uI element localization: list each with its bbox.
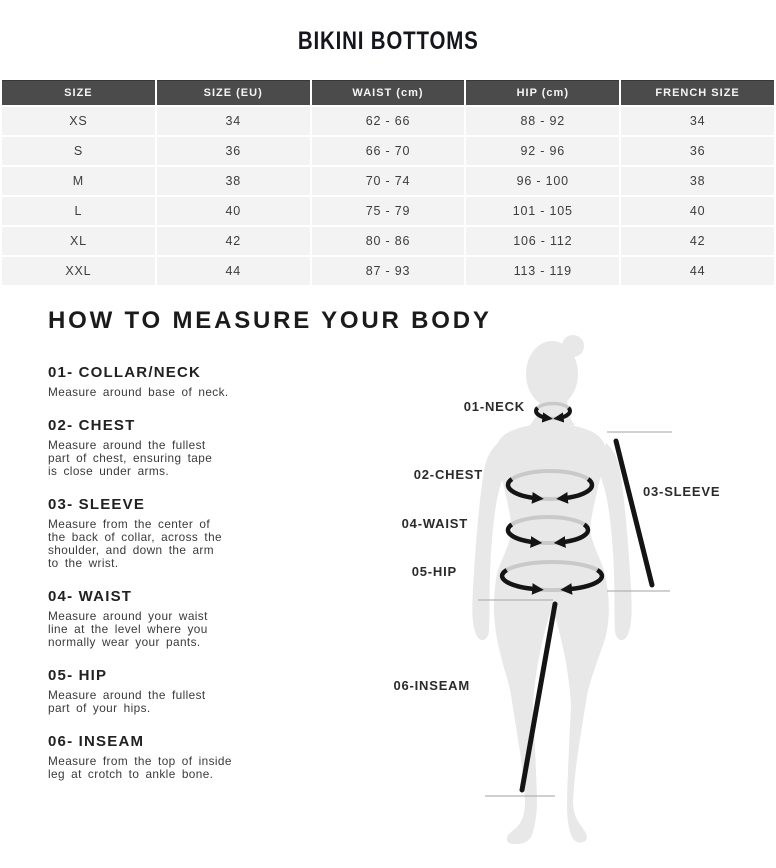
cell-hip: 96 - 100: [466, 167, 619, 195]
cell-size: XL: [2, 227, 155, 255]
step-waist: [48, 588, 293, 649]
cell-french-size: 34: [621, 107, 774, 135]
table-row-xl: [2, 227, 774, 255]
step-description: Measure from the center of the back of collar, across the shoulder, and down the arm to the wrist.: [48, 517, 223, 570]
table-row-m: [2, 167, 774, 195]
cell-french-size: 38: [621, 167, 774, 195]
step-description: Measure around the fullest part of chest, ensuring tape is close under arms.: [48, 438, 213, 478]
cell-size: S: [2, 137, 155, 165]
step-description: Measure around your waist line at the level where you normally wear your pants.: [48, 609, 208, 649]
cell-size-eu: 34: [157, 107, 310, 135]
cell-french-size: 40: [621, 197, 774, 225]
cell-waist: 70 - 74: [312, 167, 465, 195]
cell-size-eu: 44: [157, 257, 310, 285]
cell-size-eu: 38: [157, 167, 310, 195]
cell-size: XS: [2, 107, 155, 135]
body-measurement-diagram: [385, 333, 776, 863]
table-row-xs: [2, 107, 774, 135]
size-table-header: [2, 80, 774, 105]
cell-waist: 87 - 93: [312, 257, 465, 285]
step-description: Measure around base of neck.: [48, 385, 229, 399]
col-header-size-eu: SIZE (EU): [157, 80, 310, 105]
cell-waist: 62 - 66: [312, 107, 465, 135]
cell-size: L: [2, 197, 155, 225]
cell-hip: 113 - 119: [466, 257, 619, 285]
cell-size-eu: 40: [157, 197, 310, 225]
step-label: 06- INSEAM: [48, 733, 145, 750]
body-silhouette-illustration: [385, 333, 776, 863]
table-header-row: [2, 80, 774, 105]
col-header-waist: WAIST (cm): [312, 80, 465, 105]
page-title: [0, 20, 776, 57]
diagram-label-hip: 05-HIP: [411, 564, 457, 579]
measure-steps: [48, 364, 293, 799]
measure-guide-heading: HOW TO MEASURE YOUR BODY: [48, 307, 492, 334]
cell-size-eu: 42: [157, 227, 310, 255]
step-description: Measure around the fullest part of your hips.: [48, 688, 206, 715]
step-sleeve: [48, 496, 293, 570]
cell-hip: 92 - 96: [466, 137, 619, 165]
col-header-french-size: FRENCH SIZE: [621, 80, 774, 105]
cell-hip: 101 - 105: [466, 197, 619, 225]
cell-waist: 80 - 86: [312, 227, 465, 255]
cell-waist: 66 - 70: [312, 137, 465, 165]
step-label: 04- WAIST: [48, 588, 133, 605]
diagram-label-neck: 01-NECK: [463, 399, 525, 414]
diagram-label-waist: 04-WAIST: [401, 516, 468, 531]
col-header-size: SIZE: [2, 80, 155, 105]
col-header-hip: HIP (cm): [466, 80, 619, 105]
cell-hip: 106 - 112: [466, 227, 619, 255]
cell-french-size: 36: [621, 137, 774, 165]
page-title-text: BIKINI BOTTOMS: [297, 27, 479, 55]
cell-size: XXL: [2, 257, 155, 285]
cell-french-size: 42: [621, 227, 774, 255]
step-collar-neck: [48, 364, 293, 399]
table-row-l: [2, 197, 774, 225]
table-row-xxl: [2, 257, 774, 285]
cell-french-size: 44: [621, 257, 774, 285]
step-label: 03- SLEEVE: [48, 496, 146, 513]
step-description: Measure from the top of inside leg at crotch to ankle bone.: [48, 754, 232, 781]
diagram-label-sleeve: 03-SLEEVE: [643, 484, 721, 499]
diagram-label-inseam: 06-INSEAM: [393, 678, 470, 693]
cell-hip: 88 - 92: [466, 107, 619, 135]
step-inseam: [48, 733, 293, 781]
cell-size-eu: 36: [157, 137, 310, 165]
cell-size: M: [2, 167, 155, 195]
step-label: 02- CHEST: [48, 417, 136, 434]
step-hip: [48, 667, 293, 715]
step-chest: [48, 417, 293, 478]
table-row-s: [2, 137, 774, 165]
diagram-label-chest: 02-CHEST: [413, 467, 483, 482]
size-table: [0, 78, 776, 287]
step-label: 01- COLLAR/NECK: [48, 364, 202, 381]
size-table-body: [2, 107, 774, 285]
step-label: 05- HIP: [48, 667, 108, 684]
cell-waist: 75 - 79: [312, 197, 465, 225]
